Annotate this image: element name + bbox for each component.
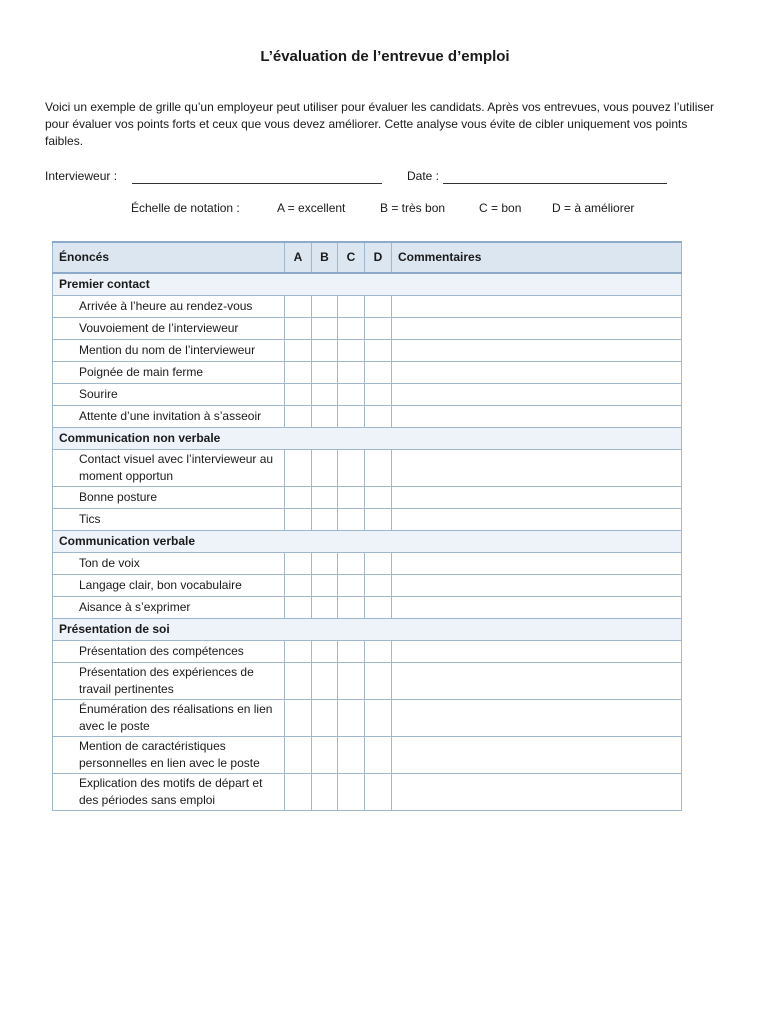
table-row: [53, 362, 682, 384]
table-body: [53, 273, 682, 811]
rating-cell-d[interactable]: [365, 384, 392, 406]
table-row: [53, 487, 682, 509]
table-row: [53, 384, 682, 406]
date-line[interactable]: [443, 183, 667, 184]
item-label: Tics: [53, 509, 285, 531]
rating-cell-b[interactable]: [312, 318, 338, 340]
rating-cell-a[interactable]: [285, 700, 312, 737]
rating-cell-c[interactable]: [338, 487, 365, 509]
item-label: Aisance à s’exprimer: [53, 597, 285, 619]
rating-cell-a[interactable]: [285, 406, 312, 428]
rating-cell-d[interactable]: [365, 575, 392, 597]
rating-cell-d[interactable]: [365, 509, 392, 531]
rating-cell-a[interactable]: [285, 362, 312, 384]
item-label: Bonne posture: [53, 487, 285, 509]
scale-a: A = excellent: [277, 201, 346, 215]
rating-cell-b[interactable]: [312, 597, 338, 619]
rating-cell-b[interactable]: [312, 553, 338, 575]
rating-cell-b[interactable]: [312, 575, 338, 597]
rating-cell-c[interactable]: [338, 774, 365, 811]
evaluation-table: [52, 241, 682, 811]
rating-cell-d[interactable]: [365, 318, 392, 340]
rating-cell-a[interactable]: [285, 450, 312, 487]
item-label: Présentation des expériences de travail pertinentes: [53, 663, 285, 700]
rating-cell-a[interactable]: [285, 737, 312, 774]
comment-cell[interactable]: [392, 406, 682, 428]
rating-cell-d[interactable]: [365, 553, 392, 575]
rating-cell-a[interactable]: [285, 774, 312, 811]
rating-cell-a[interactable]: [285, 487, 312, 509]
rating-cell-c[interactable]: [338, 575, 365, 597]
header-comments: Commentaires: [392, 242, 682, 273]
section-row: [53, 428, 682, 450]
table-row: [53, 406, 682, 428]
table-header-row: [53, 242, 682, 273]
rating-cell-d[interactable]: [365, 774, 392, 811]
table-row: [53, 597, 682, 619]
rating-cell-c[interactable]: [338, 553, 365, 575]
rating-cell-b[interactable]: [312, 509, 338, 531]
rating-cell-d[interactable]: [365, 406, 392, 428]
rating-cell-c[interactable]: [338, 663, 365, 700]
comment-cell[interactable]: [392, 575, 682, 597]
rating-cell-b[interactable]: [312, 774, 338, 811]
rating-cell-b[interactable]: [312, 362, 338, 384]
table-row: [53, 575, 682, 597]
comment-cell[interactable]: [392, 553, 682, 575]
interviewer-label: Intervieweur :: [45, 169, 118, 183]
item-label: Ton de voix: [53, 553, 285, 575]
rating-cell-d[interactable]: [365, 450, 392, 487]
comment-cell[interactable]: [392, 509, 682, 531]
rating-cell-b[interactable]: [312, 641, 338, 663]
scale-d: D = à améliorer: [552, 201, 635, 215]
rating-cell-c[interactable]: [338, 384, 365, 406]
comment-cell[interactable]: [392, 384, 682, 406]
rating-cell-b[interactable]: [312, 663, 338, 700]
comment-cell[interactable]: [392, 597, 682, 619]
date-label: Date :: [407, 169, 440, 183]
rating-cell-d[interactable]: [365, 597, 392, 619]
scale-label: Échelle de notation :: [131, 201, 240, 215]
rating-cell-c[interactable]: [338, 509, 365, 531]
table-row: [53, 553, 682, 575]
rating-cell-b[interactable]: [312, 406, 338, 428]
comment-cell[interactable]: [392, 487, 682, 509]
rating-cell-d[interactable]: [365, 340, 392, 362]
section-title: Premier contact: [53, 273, 682, 296]
comment-cell[interactable]: [392, 362, 682, 384]
rating-cell-a[interactable]: [285, 641, 312, 663]
rating-cell-c[interactable]: [338, 737, 365, 774]
table-row: [53, 509, 682, 531]
table-row: [53, 340, 682, 362]
rating-cell-c[interactable]: [338, 318, 365, 340]
item-label: Contact visuel avec l’intervieweur au moment opportun: [53, 450, 285, 487]
rating-cell-c[interactable]: [338, 597, 365, 619]
rating-cell-b[interactable]: [312, 700, 338, 737]
item-label: Présentation des compétences: [53, 641, 285, 663]
rating-cell-b[interactable]: [312, 384, 338, 406]
section-row: [53, 273, 682, 296]
table-row: [53, 663, 682, 700]
comment-cell[interactable]: [392, 663, 682, 700]
header-b: B: [312, 242, 338, 273]
item-label: Arrivée à l’heure au rendez-vous: [53, 296, 285, 318]
item-label: Poignée de main ferme: [53, 362, 285, 384]
comment-cell[interactable]: [392, 450, 682, 487]
comment-cell[interactable]: [392, 700, 682, 737]
header-a: A: [285, 242, 312, 273]
item-label: Sourire: [53, 384, 285, 406]
item-label: Mention du nom de l’intervieweur: [53, 340, 285, 362]
rating-cell-d[interactable]: [365, 362, 392, 384]
item-label: Vouvoiement de l’intervieweur: [53, 318, 285, 340]
scale-b: B = très bon: [380, 201, 446, 215]
item-label: Énumération des réalisations en lien avec le poste: [53, 700, 285, 737]
header-d: D: [365, 242, 392, 273]
rating-cell-b[interactable]: [312, 737, 338, 774]
page-title: L’évaluation de l’entrevue d’emploi: [260, 48, 510, 65]
item-label: Langage clair, bon vocabulaire: [53, 575, 285, 597]
comment-cell[interactable]: [392, 737, 682, 774]
rating-cell-c[interactable]: [338, 362, 365, 384]
rating-cell-d[interactable]: [365, 487, 392, 509]
table-row: [53, 737, 682, 774]
rating-cell-c[interactable]: [338, 450, 365, 487]
rating-cell-a[interactable]: [285, 318, 312, 340]
comment-cell[interactable]: [392, 641, 682, 663]
rating-cell-a[interactable]: [285, 340, 312, 362]
interviewer-line[interactable]: [132, 183, 382, 184]
rating-cell-c[interactable]: [338, 296, 365, 318]
rating-cell-a[interactable]: [285, 597, 312, 619]
table-row: [53, 774, 682, 811]
rating-cell-b[interactable]: [312, 487, 338, 509]
rating-cell-c[interactable]: [338, 700, 365, 737]
comment-cell[interactable]: [392, 318, 682, 340]
rating-cell-b[interactable]: [312, 296, 338, 318]
table-row: [53, 450, 682, 487]
section-title: Communication non verbale: [53, 428, 682, 450]
table-row: [53, 641, 682, 663]
comment-cell[interactable]: [392, 340, 682, 362]
rating-cell-d[interactable]: [365, 737, 392, 774]
table-row: [53, 296, 682, 318]
comment-cell[interactable]: [392, 296, 682, 318]
item-label: Explication des motifs de départ et des périodes sans emploi: [53, 774, 285, 811]
rating-cell-d[interactable]: [365, 641, 392, 663]
scale-c: C = bon: [479, 201, 522, 215]
rating-cell-d[interactable]: [365, 663, 392, 700]
section-row: [53, 619, 682, 641]
rating-cell-c[interactable]: [338, 641, 365, 663]
rating-cell-a[interactable]: [285, 575, 312, 597]
rating-cell-d[interactable]: [365, 296, 392, 318]
table-row: [53, 700, 682, 737]
rating-cell-a[interactable]: [285, 384, 312, 406]
section-title: Communication verbale: [53, 531, 682, 553]
item-label: Mention de caractéristiques personnelles en lien avec le poste: [53, 737, 285, 774]
section-row: [53, 531, 682, 553]
rating-cell-d[interactable]: [365, 700, 392, 737]
rating-cell-a[interactable]: [285, 509, 312, 531]
header-items: Énoncés: [53, 242, 285, 273]
rating-cell-a[interactable]: [285, 553, 312, 575]
rating-cell-a[interactable]: [285, 296, 312, 318]
rating-cell-b[interactable]: [312, 340, 338, 362]
section-title: Présentation de soi: [53, 619, 682, 641]
header-c: C: [338, 242, 365, 273]
rating-cell-a[interactable]: [285, 663, 312, 700]
rating-cell-c[interactable]: [338, 340, 365, 362]
intro-paragraph: Voici un exemple de grille qu’un employeur peut utiliser pour évaluer les candidats. Après vos entrevues, vous pouvez l’utiliser pour évaluer vos points forts et ceux que vous devez améliorer. Cette analyse vous évite de cibler uniquement vos points faibles.: [45, 100, 715, 148]
rating-cell-c[interactable]: [338, 406, 365, 428]
item-label: Attente d’une invitation à s’asseoir: [53, 406, 285, 428]
comment-cell[interactable]: [392, 774, 682, 811]
rating-cell-b[interactable]: [312, 450, 338, 487]
table-row: [53, 318, 682, 340]
